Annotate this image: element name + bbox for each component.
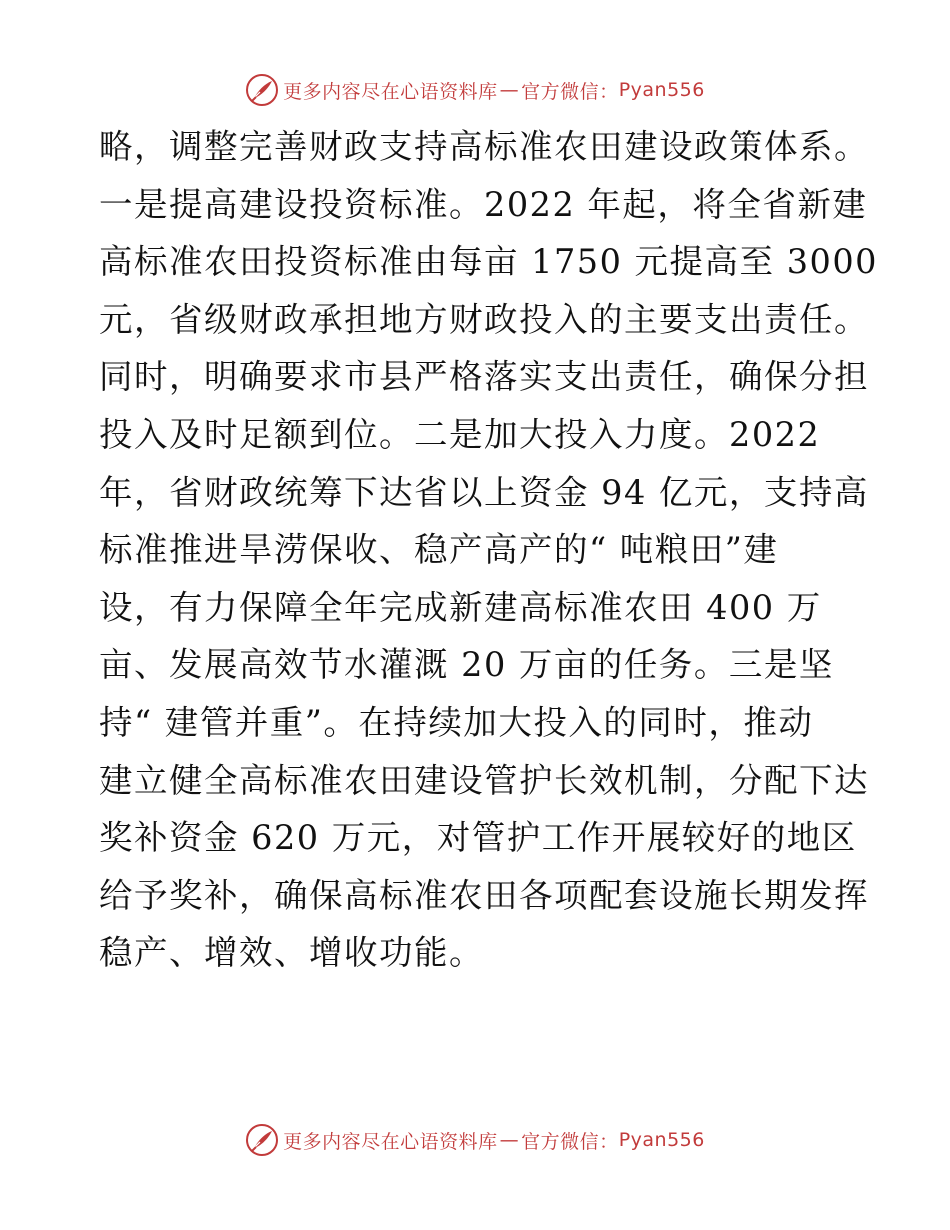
watermark-wechat-label: 官方微信：: [521, 1130, 619, 1153]
document-body: [99, 118, 878, 982]
body-line: 年，省财政统筹下达省以上资金 94 亿元，支持高: [99, 472, 869, 512]
body-line: 元，省级财政承担地方财政投入的主要支出责任。: [99, 299, 869, 339]
watermark-wechat-id: Pyan556: [618, 1129, 705, 1151]
watermark-separator: —: [499, 1129, 520, 1151]
body-line: 标准推进旱涝保收、稳产高产的“ 吨粮田”建: [99, 530, 779, 570]
watermark-separator: —: [499, 79, 520, 101]
header-watermark: [0, 70, 950, 110]
body-line: 建立健全高标准农田建设管护长效机制，分配下达: [99, 760, 869, 800]
quill-logo-icon: [245, 73, 279, 107]
body-line: 投入及时足额到位。二是加大投入力度。2022: [99, 414, 821, 454]
body-line: 高标准农田投资标准由每亩 1750 元提高至 3000: [99, 242, 878, 282]
body-line: 略，调整完善财政支持高标准农田建设政策体系。: [99, 127, 869, 166]
body-line: 持“ 建管并重”。在持续加大投入的同时，推动: [99, 702, 814, 742]
watermark-brand: 更多内容尽在心语资料库: [283, 80, 498, 103]
watermark-wechat-id: Pyan556: [618, 79, 705, 101]
quill-logo-icon: [245, 1123, 279, 1157]
body-line: 奖补资金 620 万元，对管护工作开展较好的地区: [99, 818, 857, 858]
body-line: 设，有力保障全年完成新建高标准农田 400 万: [99, 587, 822, 627]
body-line: 给予奖补，确保高标准农田各项配套设施长期发挥: [99, 875, 869, 915]
body-line: 同时，明确要求市县严格落实支出责任，确保分担: [99, 357, 869, 397]
watermark-brand: 更多内容尽在心语资料库: [283, 1130, 498, 1153]
body-line: 稳产、增效、增收功能。: [99, 933, 484, 973]
footer-watermark: [0, 1120, 950, 1160]
body-line: 亩、发展高效节水灌溉 20 万亩的任务。三是坚: [99, 645, 834, 685]
body-line: 一是提高建设投资标准。2022 年起，将全省新建: [99, 184, 868, 224]
watermark-wechat-label: 官方微信：: [521, 80, 619, 103]
